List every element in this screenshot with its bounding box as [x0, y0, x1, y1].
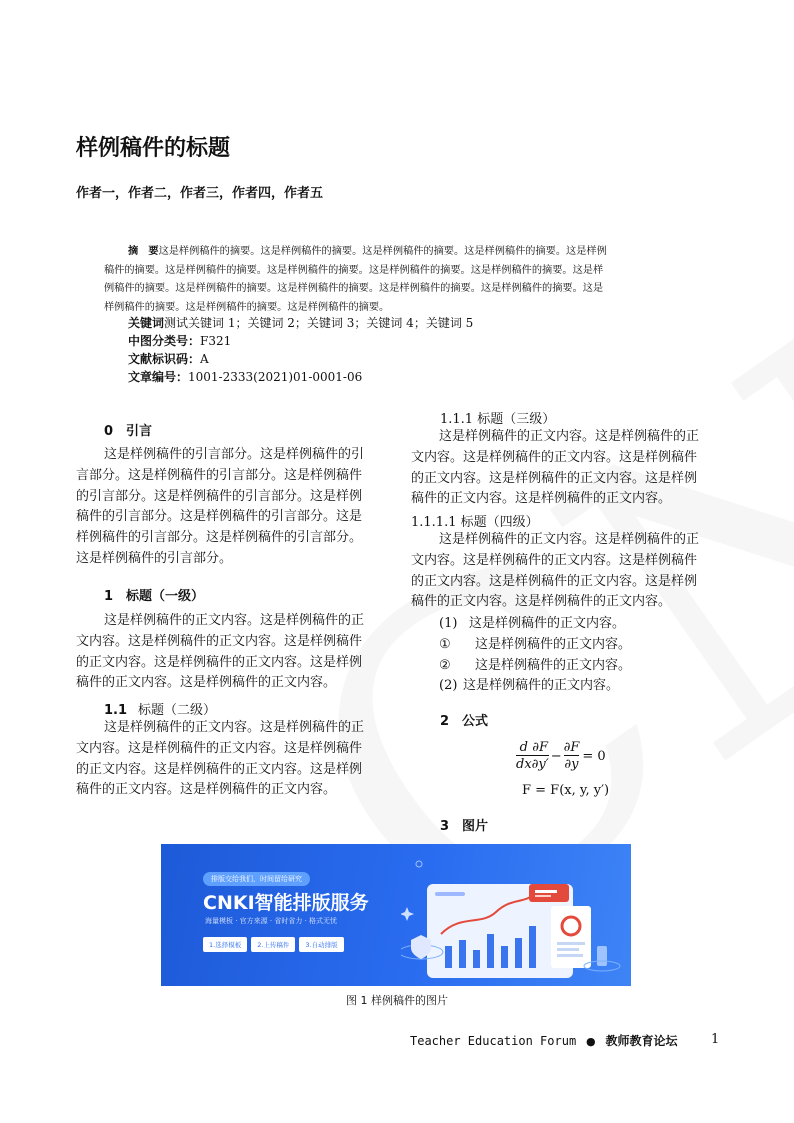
section-heading-1: 1 标题（一级） — [104, 589, 205, 604]
article-number: 文章编号：1001-2333(2021)01-0001-06 — [128, 370, 363, 384]
list-item: (2) 这是样例稿件的正文内容。 — [439, 678, 620, 694]
section-1-1-paragraph: 这是样例稿件的正文内容。这是样例稿件的正 文内容。这是样例稿件的正文内容。这是样例稿件 的正文内容。这是样例稿件的正文内容。这是样例 稿件的正文内容。这是样例稿件的正文内容。 — [76, 720, 365, 798]
bar-mark — [515, 938, 522, 968]
document-card — [551, 906, 591, 968]
sparkle-icon — [416, 861, 422, 867]
section-1-1-1-1-paragraph: 这是样例稿件的正文内容。这是样例稿件的正 文内容。这是样例稿件的正文内容。这是样例稿件 的正文内容。这是样例稿件的正文内容。这是样例 稿件的正文内容。这是样例稿件的正文内容。 — [411, 532, 700, 610]
figure-step: 2.上传稿件 — [251, 937, 295, 952]
bar-mark — [445, 946, 452, 968]
section-1-1-1-paragraph: 这是样例稿件的正文内容。这是样例稿件的正 文内容。这是样例稿件的正文内容。这是样例稿件 的正文内容。这是样例稿件的正文内容。这是样例 稿件的正文内容。这是样例稿件的正文内容。 — [411, 429, 700, 507]
figure-subtitle: 海量模板 · 官方来源 · 省时省力 · 格式无忧 — [205, 917, 338, 925]
figure-steps — [203, 937, 344, 952]
equation-2: F = F(x, y, y′) — [522, 783, 610, 798]
intro-paragraph: 这是样例稿件的引言部分。这是样例稿件的引 言部分。这是样例稿件的引言部分。这是样例稿件 的引言部分。这是样例稿件的引言部分。这是样例 稿件的引言部分。这是样例稿件的引言部分。这是 样例稿件的引言部分。这是样例稿件的引言部分。 这是样例稿件的引言部分。 — [76, 447, 365, 566]
figure-step: 3.自动排版 — [299, 937, 343, 952]
keywords: 关键词测试关键词 1；关键词 2；关键词 3；关键词 4；关键词 5 — [128, 316, 474, 330]
page-number: 1 — [711, 1032, 720, 1047]
equation-1: $\frac{d}{dx}$ $\frac{\partial F}{\partial y'}$ − $\frac{\partial F}{\partial y}$ = 0 — [516, 740, 606, 772]
section-heading-intro: 0 引言 — [104, 424, 153, 439]
running-footer — [410, 1032, 677, 1049]
journal-name-en: Teacher Education Forum — [410, 1034, 577, 1048]
abstract-line-4: 样例稿件的摘要。这是样例稿件的摘要。这是样例稿件的摘要。 — [104, 301, 390, 313]
section-heading-formula: 2 公式 — [440, 714, 489, 729]
ordered-list — [439, 614, 719, 697]
bar-mark — [529, 926, 536, 968]
figure-slogan-pill: 排版交给我们，时间留给研究 — [203, 872, 310, 886]
bullet-icon: ● — [586, 1035, 596, 1048]
abstract-label: 摘 要 — [128, 246, 159, 257]
section-heading-1-1: 1.1 标题（二级） — [104, 703, 217, 718]
figure-caption: 图 1 样例稿件的图片 — [346, 994, 448, 1007]
coin-stack-icon — [597, 946, 607, 966]
figure-step: 1.选择模板 — [203, 937, 247, 952]
bar-mark — [487, 934, 494, 968]
clc-number: 中图分类号：F321 — [128, 334, 232, 348]
section-1-paragraph: 这是样例稿件的正文内容。这是样例稿件的正 文内容。这是样例稿件的正文内容。这是样例稿件 的正文内容。这是样例稿件的正文内容。这是样例 稿件的正文内容。这是样例稿件的正文内容。 — [76, 613, 365, 691]
abstract — [104, 243, 696, 317]
figure-headline: CNKI智能排版服务 — [203, 892, 369, 914]
list-item: (1) 这是样例稿件的正文内容。 — [439, 616, 626, 631]
section-heading-figure: 3 图片 — [440, 819, 489, 834]
journal-name-cn: 教师教育论坛 — [605, 1034, 678, 1048]
section-heading-1-1-1: 1.1.1 标题（三级） — [440, 412, 556, 427]
star-icon — [401, 907, 414, 921]
bar-mark — [501, 946, 508, 968]
abstract-line-3: 例稿件的摘要。这是样例稿件的摘要。这是样例稿件的摘要。这是样例稿件的摘要。这是样例稿件的摘要。这是 — [104, 283, 604, 294]
author-list: 作者一，作者二，作者三，作者四，作者五 — [76, 186, 324, 201]
document-code: 文献标识码：A — [128, 352, 209, 366]
list-item: ① 这是样例稿件的正文内容。 — [439, 636, 632, 652]
list-item: ② 这是样例稿件的正文内容。 — [439, 657, 632, 673]
figure-illustration — [401, 854, 631, 986]
paper-title: 样例稿件的标题 — [76, 136, 231, 161]
bar-mark — [473, 950, 480, 968]
sample-figure — [161, 844, 631, 986]
abstract-line-1: 摘 要这是样例稿件的摘要。这是样例稿件的摘要。这是样例稿件的摘要。这是样例稿件的摘要。这是样例 — [128, 246, 607, 257]
bar-mark — [459, 940, 466, 968]
abstract-line-2: 稿件的摘要。这是样例稿件的摘要。这是样例稿件的摘要。这是样例稿件的摘要。这是样例稿件的摘要。这是样 — [104, 264, 604, 276]
section-heading-1-1-1-1: 1.1.1.1 标题（四级） — [411, 515, 539, 530]
